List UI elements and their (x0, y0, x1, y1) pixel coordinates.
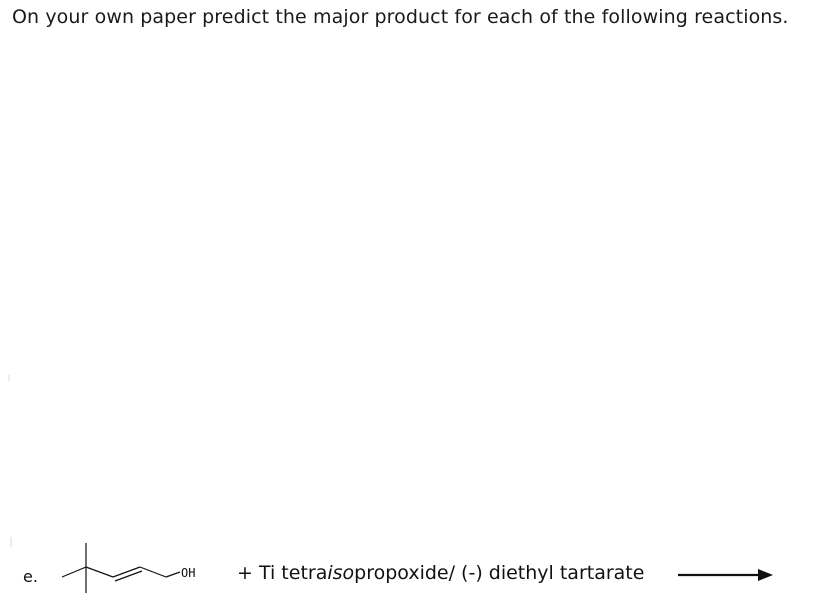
allylic-alcohol-structure (58, 535, 218, 595)
alkene-bond (113, 567, 140, 577)
instruction-heading: On your own paper predict the major product for each of the following reactions. (12, 6, 789, 28)
hydroxyl-label: OH (181, 566, 196, 580)
ch2-bond (140, 567, 166, 577)
alkene-second-bond (115, 571, 142, 581)
reagent-suffix: propoxide/ (-) diethyl tartarate (354, 562, 645, 584)
reagent-prefix: + Ti tetra (237, 562, 328, 584)
reaction-e (0, 535, 835, 595)
tbutyl-right-bond (86, 567, 113, 577)
c-o-bond (166, 572, 180, 577)
tbutyl-left-bond (62, 567, 86, 577)
scan-artifact (8, 375, 10, 381)
reaction-arrow-icon (678, 565, 773, 585)
reagent-text (237, 562, 644, 584)
reagent-italic: iso (327, 562, 355, 584)
reaction-label: e. (23, 567, 38, 586)
